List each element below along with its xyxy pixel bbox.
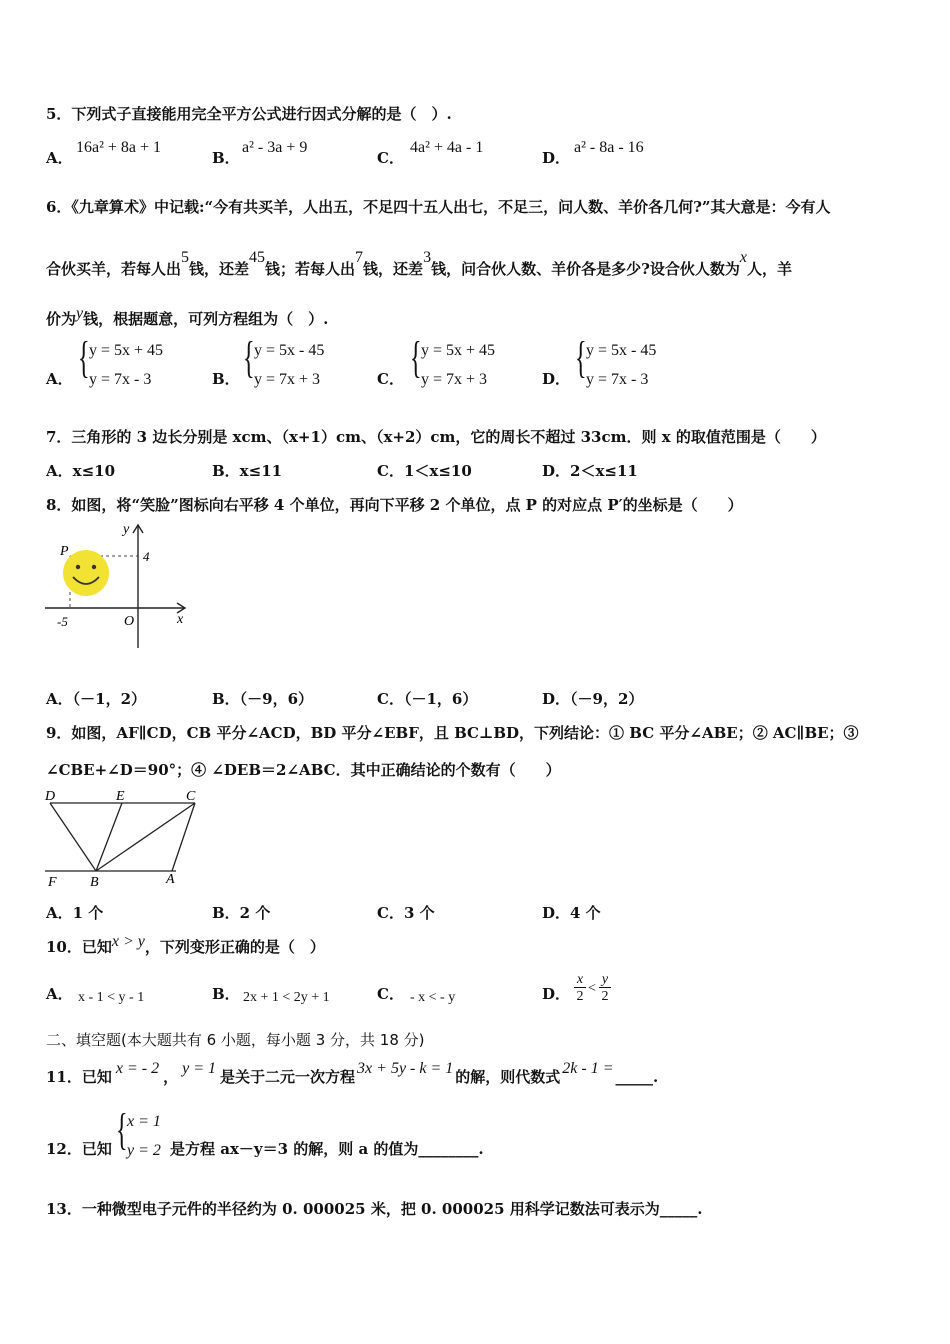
q11-stem: 11．已知 x = - 2 ， y = 1 是关于二元一次方程 3x + 5y - k = 1 的解，则代数式 2k - 1 = _____.: [46, 1060, 659, 1086]
segment-eb: [96, 803, 122, 871]
segment-db: [50, 803, 96, 871]
q5-stem: 5．下列式子直接能用完全平方公式进行因式分解的是（ ）.: [46, 105, 452, 123]
q6-option-b-brace: {: [243, 333, 255, 382]
smiley-right-eye: [92, 565, 96, 569]
smiley-face-icon: [63, 550, 109, 596]
q5-option-c-label: C．: [377, 149, 404, 167]
point-p-label: P: [60, 544, 69, 559]
q7-option-c: C．1＜x≤10: [377, 462, 472, 480]
q8-option-b: B．（－9，6）: [212, 690, 314, 708]
q12-post: 是方程 ax－y＝3 的解，则 a 的值为________.: [170, 1140, 484, 1158]
label-c: C: [186, 789, 196, 804]
q10-option-d-label: D．: [542, 985, 571, 1003]
q6-option-b-eq2: y = 7x + 3: [254, 371, 321, 388]
label-a: A: [166, 872, 175, 887]
label-f: F: [48, 875, 57, 890]
q5-option-d-label: D．: [542, 149, 571, 167]
q6-line2: 合伙买羊，若每人出5钱，还差45钱；若每人出7钱，还差3钱，问合伙人数、羊价各是多少?设合伙人数为x人，羊: [46, 249, 792, 278]
q8-stem: 8．如图，将“笑脸”图标向右平移 4 个单位，再向下平移 2 个单位，点 P 的对应点 P′的坐标是（ ）: [46, 496, 743, 514]
q10-option-c-label: C．: [377, 985, 404, 1003]
q5-option-d-expr: a² - 8a - 16: [574, 139, 644, 156]
q8-option-d: D．（－9，2）: [542, 690, 644, 708]
q6-option-c-label: C．: [377, 370, 404, 388]
q6-option-a-eq2: y = 7x - 3: [89, 371, 152, 388]
q10-option-d-fraction-left: $\frac{x}{2}$: [574, 972, 586, 1005]
q8-option-a: A．（－1，2）: [46, 690, 147, 708]
q5-option-b-expr: a² - 3a + 9: [242, 139, 308, 156]
q5-option-b-label: B．: [212, 149, 240, 167]
q10-option-c-expr: - x < - y: [410, 990, 456, 1005]
q10-option-a-expr: x - 1 < y - 1: [78, 990, 145, 1005]
segment-cb: [96, 803, 195, 871]
y-axis-label: y: [123, 522, 130, 537]
section-2-heading: 二、填空题(本大题共有 6 小题，每小题 3 分，共 18 分): [46, 1031, 425, 1049]
q12-eq2: y = 2: [127, 1142, 161, 1159]
q10-option-b-label: B．: [212, 985, 240, 1003]
q6-option-c-eq2: y = 7x + 3: [421, 371, 488, 388]
parallel-lines-figure: [40, 783, 210, 893]
q6-option-a-label: A．: [46, 370, 73, 388]
q6-option-a-eq1: y = 5x + 45: [89, 342, 164, 359]
q5-option-c-expr: 4a² + 4a - 1: [410, 139, 484, 156]
q10-option-a-label: A．: [46, 985, 73, 1003]
q10-option-d-relation: <: [588, 981, 596, 996]
q10-stem: 10．已知x > y，下列变形正确的是（ ）: [46, 933, 325, 956]
q8-option-c: C．（－1，6）: [377, 690, 478, 708]
segment-ca: [172, 803, 195, 871]
q7-option-a: A．x≤10: [46, 462, 116, 480]
q7-option-d: D．2＜x≤11: [542, 462, 638, 480]
q13-stem: 13．一种微型电子元件的半径约为 0. 000025 米，把 0. 000025 用科学记数法可表示为_____.: [46, 1200, 703, 1218]
q6-line3: 价为y钱，根据题意，可列方程组为（ ）.: [46, 305, 329, 328]
label-d: D: [45, 789, 56, 804]
q10-option-d-fraction-right: $\frac{y}{2}$: [599, 972, 611, 1005]
q6-option-d-eq2: y = 7x - 3: [586, 371, 649, 388]
q7-stem: 7．三角形的 3 边长分别是 xcm、（x+1）cm、（x+2）cm，它的周长不超过 33cm．则 x 的取值范围是（ ）: [46, 428, 826, 446]
q6-option-b-label: B．: [212, 370, 240, 388]
q6-option-b-eq1: y = 5x - 45: [254, 342, 325, 359]
q12-eq1: x = 1: [127, 1113, 161, 1130]
q9-option-d: D．4 个: [542, 904, 601, 922]
smiley-coordinate-figure: [40, 515, 200, 655]
tick-label-minus5: -5: [57, 614, 68, 629]
x-axis-label: x: [177, 612, 184, 627]
q10-option-b-expr: 2x + 1 < 2y + 1: [243, 990, 330, 1005]
origin-label: O: [124, 614, 135, 629]
q12-brace: {: [116, 1105, 128, 1154]
q9-option-a: A．1 个: [46, 904, 104, 922]
label-e: E: [116, 789, 125, 804]
q6-option-c-eq1: y = 5x + 45: [421, 342, 496, 359]
q6-option-a-brace: {: [78, 333, 90, 382]
q9-line2: ∠CBE+∠D＝90°；④ ∠DEB＝2∠ABC．其中正确结论的个数有（ ）: [46, 761, 561, 779]
q6-option-d-brace: {: [575, 333, 587, 382]
q9-line1: 9．如图，AF∥CD，CB 平分∠ACD，BD 平分∠EBF，且 BC⊥BD，下列结论：① BC 平分∠ABE；② AC∥BE；③: [46, 724, 859, 742]
q6-option-c-brace: {: [410, 333, 422, 382]
q6-option-d-label: D．: [542, 370, 571, 388]
q6-line1: 6．《九章算术》中记载:“今有共买羊，人出五，不足四十五人出七，不足三，问人数、羊价各几何?”其大意是：今有人: [46, 198, 831, 216]
q9-option-c: C．3 个: [377, 904, 435, 922]
q6-option-d-eq1: y = 5x - 45: [586, 342, 657, 359]
smiley-left-eye: [76, 565, 80, 569]
q7-option-b: B．x≤11: [212, 462, 283, 480]
q9-option-b: B．2 个: [212, 904, 271, 922]
tick-label-4: 4: [143, 549, 150, 564]
q5-option-a-expr: 16a² + 8a + 1: [76, 139, 162, 156]
q5-option-a-label: A．: [46, 149, 73, 167]
q12-pre: 12．已知: [46, 1140, 112, 1158]
label-b: B: [90, 875, 99, 890]
